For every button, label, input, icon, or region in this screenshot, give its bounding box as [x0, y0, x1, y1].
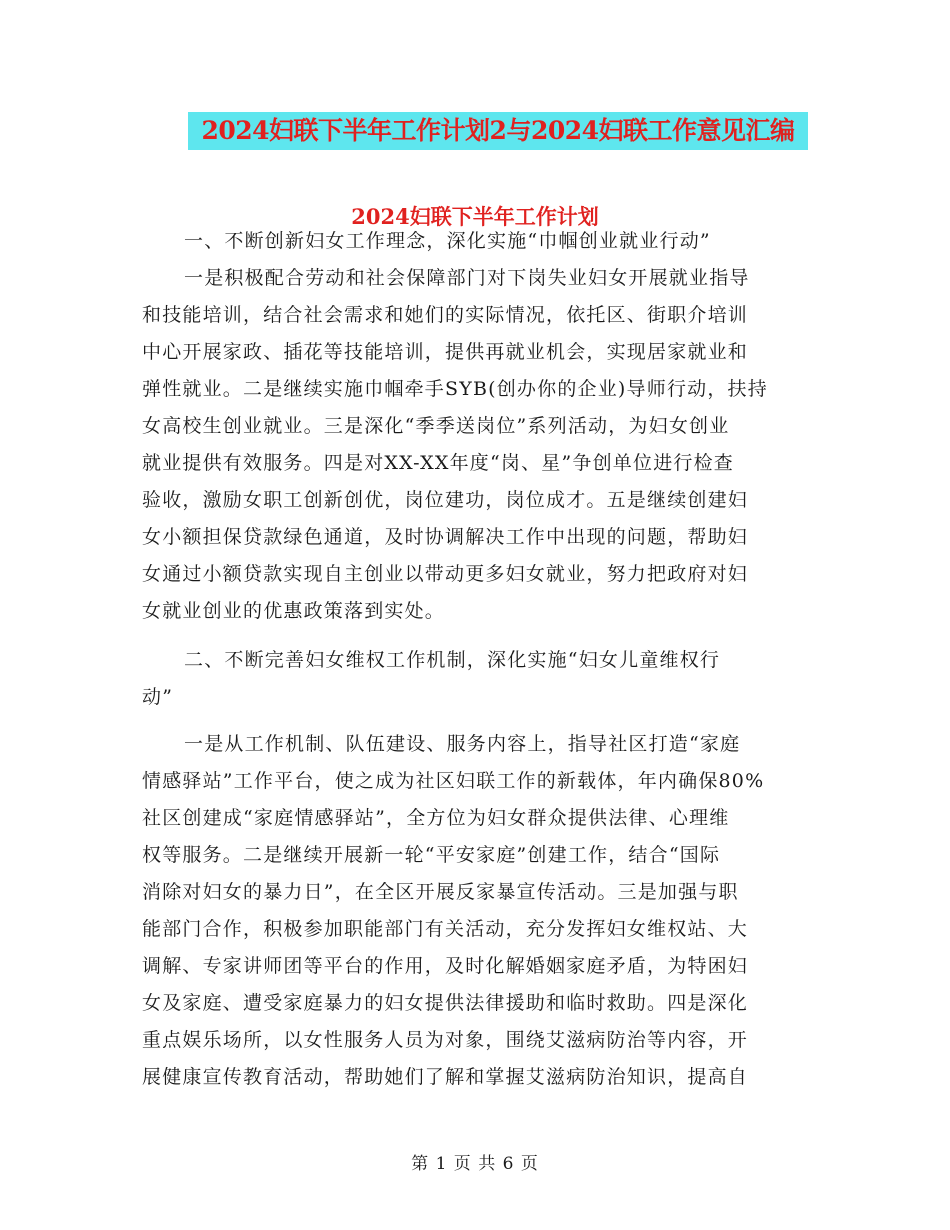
body-text-line: 女就业创业的优惠政策落到实处。	[142, 600, 446, 622]
body-text-line: 女及家庭、遭受家庭暴力的妇女提供法律援助和临时救助。四是深化	[142, 992, 749, 1014]
body-text-line: 女通过小额贷款实现自主创业以带动更多妇女就业，努力把政府对妇	[142, 563, 749, 585]
body-text-line: 中心开展家政、插花等技能培训，提供再就业机会，实现居家就业和	[142, 341, 749, 363]
body-text-line: 消除对妇女的暴力日”，在全区开展反家暴宣传活动。三是加强与职	[142, 881, 739, 903]
body-text-line: 弹性就业。二是继续实施巾帼牵手SYB(创办你的企业)导师行动，扶持	[142, 378, 768, 400]
body-text-line: 就业提供有效服务。四是对XX-XX年度“岗、星”争创单位进行检查	[142, 452, 734, 474]
body-text-line: 动”	[142, 686, 174, 708]
body-text-line: 二、不断完善妇女维权工作机制，深化实施“妇女儿童维权行	[184, 649, 721, 671]
body-text-line: 情感驿站”工作平台，使之成为社区妇联工作的新载体，年内确保80%	[142, 770, 765, 792]
body-text-line: 权等服务。二是继续开展新一轮“平安家庭”创建工作，结合“国际	[142, 844, 721, 866]
body-text-line: 展健康宣传教育活动，帮助她们了解和掌握艾滋病防治知识，提高自	[142, 1066, 749, 1088]
body-text-line: 一、不断创新妇女工作理念，深化实施“巾帼创业就业行动”	[184, 230, 711, 252]
body-text-line: 一是积极配合劳动和社会保障部门对下岗失业妇女开展就业指导	[184, 267, 750, 289]
body-text-line: 验收，激励女职工创新创优，岗位建功，岗位成才。五是继续创建妇	[142, 489, 749, 511]
document-body	[142, 223, 810, 1096]
body-text-line: 和技能培训，结合社会需求和她们的实际情况，依托区、街职介培训	[142, 304, 749, 326]
body-text-line: 能部门合作，积极参加职能部门有关活动，充分发挥妇女维权站、大	[142, 918, 749, 940]
body-text-line: 一是从工作机制、队伍建设、服务内容上，指导社区打造“家庭	[184, 733, 741, 755]
section-title: 2024妇联下半年工作计划	[351, 204, 599, 229]
document-main-title: 2024妇联下半年工作计划2与2024妇联工作意见汇编	[188, 112, 808, 150]
body-text-line: 社区创建成“家庭情感驿站”，全方位为妇女群众提供法律、心理维	[142, 807, 730, 829]
body-text-line: 女高校生创业就业。三是深化“季季送岗位”系列活动，为妇女创业	[142, 415, 730, 437]
page-footer: 第 1 页 共 6 页	[411, 1154, 539, 1174]
body-text-line: 女小额担保贷款绿色通道，及时协调解决工作中出现的问题，帮助妇	[142, 526, 749, 548]
body-text-line: 重点娱乐场所，以女性服务人员为对象，围绕艾滋病防治等内容，开	[142, 1029, 749, 1051]
body-text-line: 调解、专家讲师团等平台的作用，及时化解婚姻家庭矛盾，为特困妇	[142, 955, 749, 977]
